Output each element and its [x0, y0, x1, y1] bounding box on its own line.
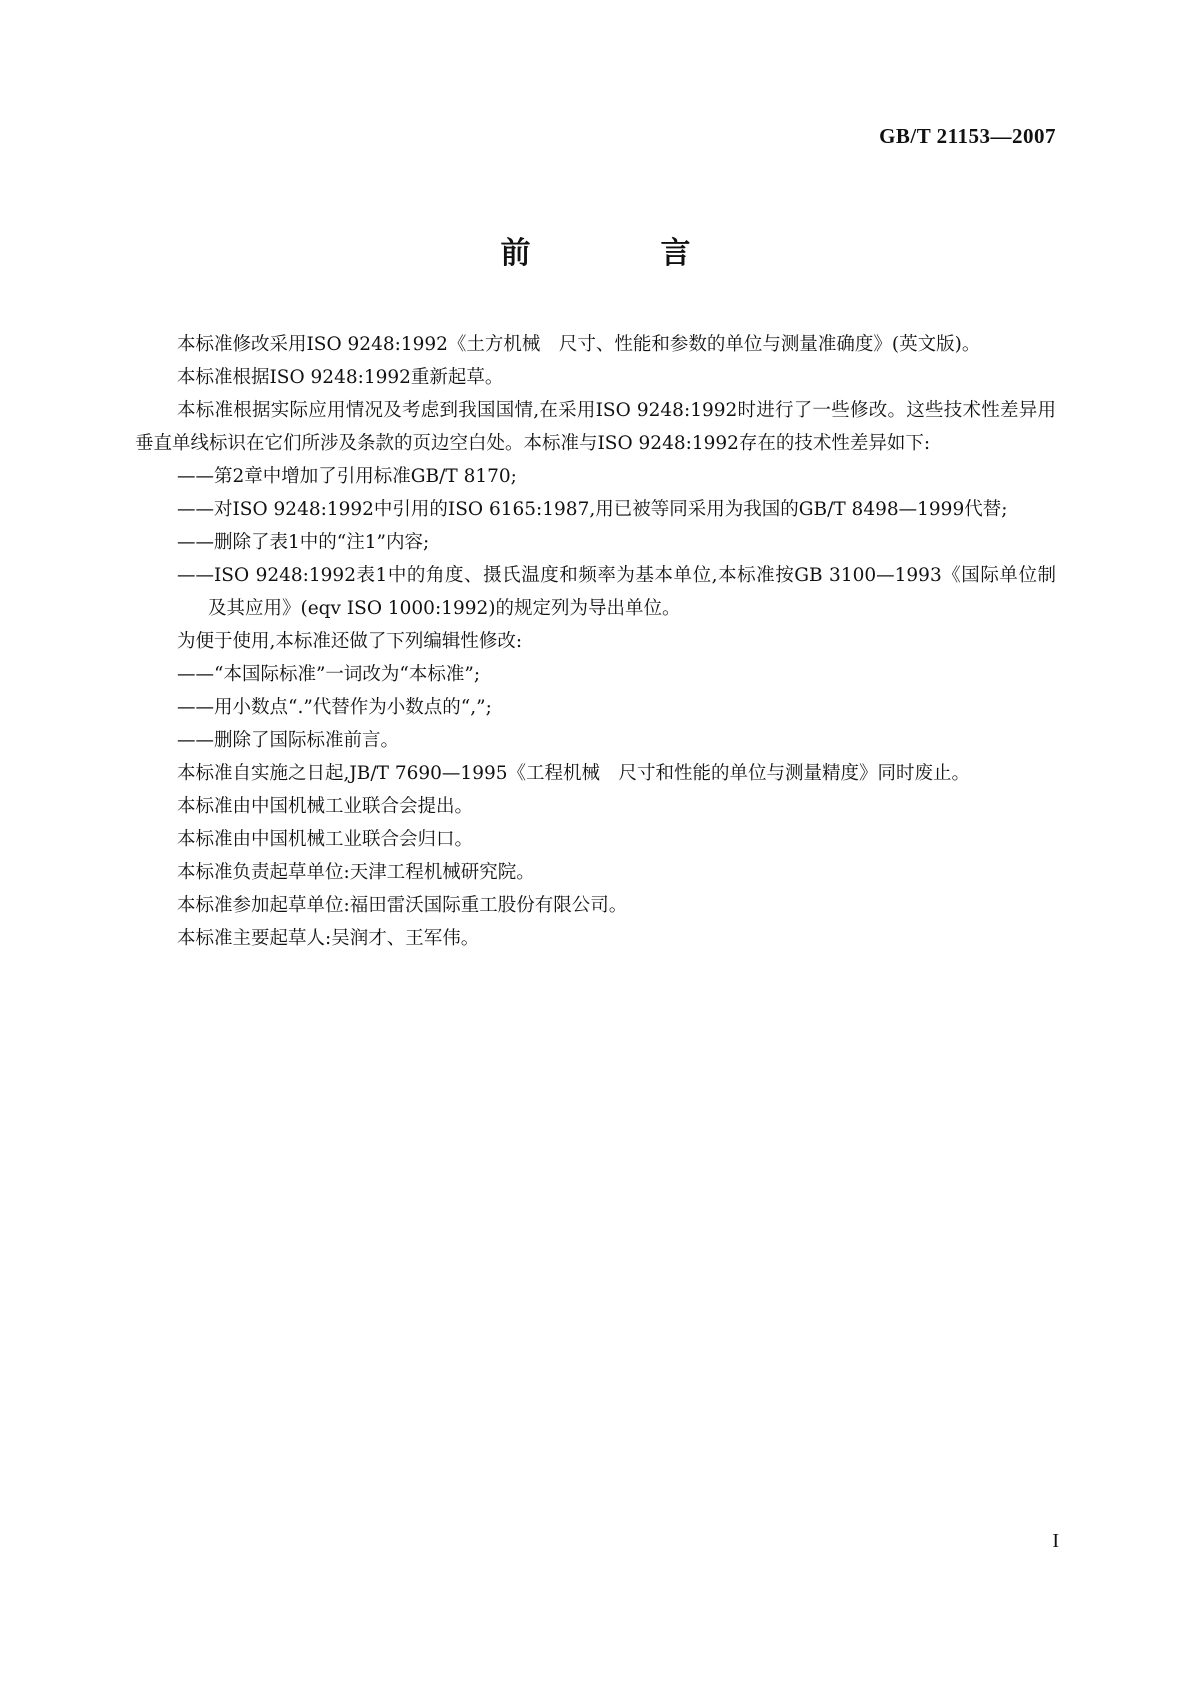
paragraph: 本标准参加起草单位:福田雷沃国际重工股份有限公司。: [177, 895, 628, 916]
list-item: ——删除了国际标准前言。: [177, 730, 400, 751]
paragraph: 本标准由中国机械工业联合会归口。: [177, 829, 474, 850]
list-item: ——第2章中增加了引用标准GB/T 8170;: [177, 466, 517, 487]
list-item: ——“本国际标准”一词改为“本标准”;: [177, 664, 481, 685]
standard-code: GB/T 21153—2007: [879, 124, 1056, 148]
list-item: ——删除了表1中的“注1”内容;: [177, 532, 430, 553]
list-item: ——用小数点“.”代替作为小数点的“,”;: [177, 697, 492, 718]
paragraph: 本标准自实施之日起,JB/T 7690—1995《工程机械 尺寸和性能的单位与测量精度》同时废止。: [177, 763, 971, 784]
paragraph: 本标准修改采用ISO 9248:1992《土方机械 尺寸、性能和参数的单位与测量准确度》(英文版)。: [177, 334, 981, 355]
page-number: I: [1052, 1530, 1059, 1552]
paragraph: 本标准负责起草单位:天津工程机械研究院。: [177, 862, 535, 883]
foreword-body: [135, 328, 1056, 955]
paragraph: 本标准根据ISO 9248:1992重新起草。: [177, 367, 504, 388]
paragraph: 本标准由中国机械工业联合会提出。: [177, 796, 474, 817]
paragraph: 为便于使用,本标准还做了下列编辑性修改:: [177, 631, 523, 652]
paragraph: 本标准根据实际应用情况及考虑到我国国情,在采用ISO 9248:1992时进行了一些修改。这些技术性差异用垂直单线标识在它们所涉及条款的页边空白处。本标准与ISO 9248:1992存在的技术性差异如下:: [135, 400, 1056, 454]
list-item: ——ISO 9248:1992表1中的角度、摄氏温度和频率为基本单位,本标准按GB 3100—1993《国际单位制及其应用》(eqv ISO 1000:1992)的规定列为导出单位。: [177, 565, 1056, 619]
page-title: 前 言: [500, 236, 741, 271]
paragraph: 本标准主要起草人:吴润才、王军伟。: [177, 928, 480, 949]
list-item: ——对ISO 9248:1992中引用的ISO 6165:1987,用已被等同采用为我国的GB/T 8498—1999代替;: [177, 499, 1008, 520]
